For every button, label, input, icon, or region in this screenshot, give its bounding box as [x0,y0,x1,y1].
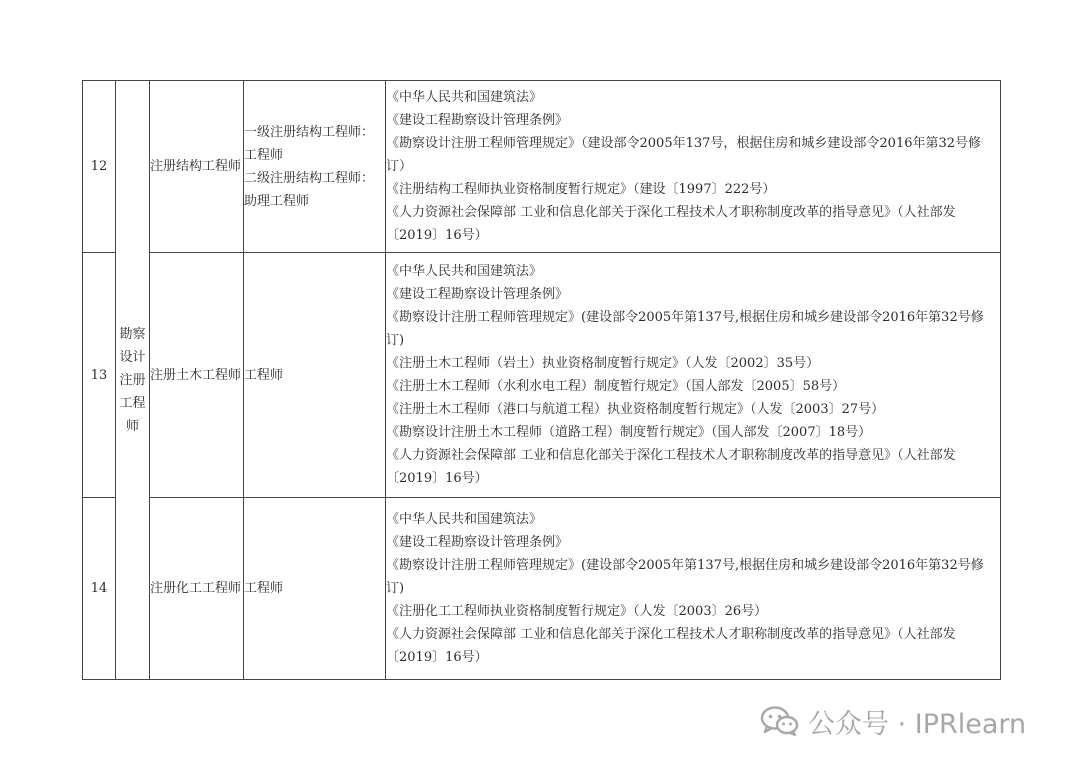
title-level-line: 一级注册结构工程师：工程师 [244,124,375,163]
table-row [83,498,1001,680]
legal-basis-item: 《人力资源社会保障部 工业和信息化部关于深化工程技术人才职称制度改革的指导意见》（人社部发〔2019〕16号） [386,205,956,243]
row-number: 12 [83,81,116,253]
title-level-line: 工程师 [244,367,284,383]
legal-basis-item: 《人力资源社会保障部 工业和信息化部关于深化工程技术人才职称制度改革的指导意见》（人社部发〔2019〕16号） [386,627,956,665]
legal-basis-item: 《中华人民共和国建筑法》 [386,90,543,105]
legal-basis-item: 《建设工程勘察设计管理条例》 [386,535,569,550]
legal-basis-item: 《人力资源社会保障部 工业和信息化部关于深化工程技术人才职称制度改革的指导意见》（人社部发〔2019〕16号） [386,448,956,486]
table-row [83,81,1001,253]
title-level-cell [244,81,386,253]
watermark [760,704,1026,738]
legal-basis-item: 《勘察设计注册工程师管理规定》（建设部令2005年137号，根据住房和城乡建设部令2016年第32号修订） [386,136,982,174]
legal-basis-item: 《注册化工工程师执业资格制度暂行规定》（人发〔2003〕26号） [386,604,768,619]
qualification-name: 注册土木工程师 [150,253,244,498]
legal-basis-item: 《勘察设计注册工程师管理规定》(建设部令2005年第137号,根据住房和城乡建设部令2016年第32号修订) [386,310,984,348]
legal-basis-item: 《注册土木工程师（港口与航道工程）执业资格制度暂行规定》（人发〔2003〕27号） [386,402,885,417]
watermark-text: 公众号 · IPRlearn [808,708,1027,740]
legal-basis-item: 《中华人民共和国建筑法》 [386,512,543,527]
legal-basis-item: 《建设工程勘察设计管理条例》 [386,287,569,302]
legal-basis-item: 《建设工程勘察设计管理条例》 [386,113,569,128]
qualification-name: 注册结构工程师 [150,81,244,253]
table-row [83,253,1001,498]
row-number: 13 [83,253,116,498]
title-level-line: 二级注册结构工程师：助理工程师 [244,170,375,209]
qualification-table [82,80,1001,680]
qualification-name: 注册化工工程师 [150,498,244,680]
category-cell [116,81,150,680]
wechat-icon [760,705,800,737]
legal-basis-item: 《注册土木工程师（岩土）执业资格制度暂行规定》（人发〔2002〕35号） [386,356,820,371]
title-level-cell [244,498,386,680]
category-label: 勘察设计注册工程师 [119,326,146,434]
legal-basis-item: 《勘察设计注册土木工程师（道路工程）制度暂行规定》（国人部发〔2007〕18号） [386,425,872,440]
row-number: 14 [83,498,116,680]
title-level-line: 工程师 [244,581,284,596]
legal-basis-item: 《勘察设计注册工程师管理规定》(建设部令2005年第137号,根据住房和城乡建设部令2016年第32号修订) [386,558,984,596]
legal-basis-item: 《中华人民共和国建筑法》 [386,264,543,279]
legal-basis-cell [386,498,1001,680]
legal-basis-cell [386,81,1001,253]
title-level-cell [244,253,386,498]
legal-basis-item: 《注册结构工程师执业资格制度暂行规定》（建设〔1997〕222号） [386,182,776,197]
legal-basis-cell [386,253,1001,498]
legal-basis-item: 《注册土木工程师（水利水电工程）制度暂行规定》（国人部发〔2005〕58号） [386,379,846,394]
